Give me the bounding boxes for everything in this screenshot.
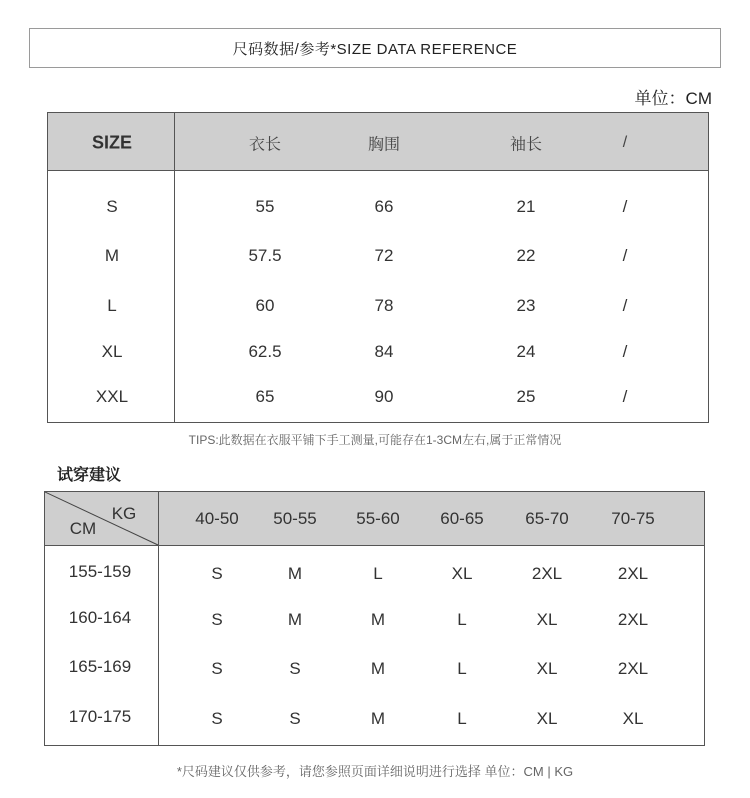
- size-cell: 25: [516, 387, 536, 406]
- fit-size-cell: XL: [451, 564, 473, 583]
- size-cell: 62.5: [248, 342, 282, 361]
- weight-header: 65-70: [525, 509, 569, 528]
- size-cell: 66: [374, 197, 394, 216]
- size-cell: 72: [374, 246, 394, 265]
- height-label: 160-164: [68, 608, 132, 627]
- size-cell: 21: [516, 197, 536, 216]
- size-cell: 22: [516, 246, 536, 265]
- fit-size-cell: S: [211, 659, 223, 678]
- size-cell: 65: [255, 387, 275, 406]
- height-label: 170-175: [68, 707, 132, 726]
- fit-size-cell: XL: [536, 610, 558, 629]
- height-label: 165-169: [68, 657, 132, 676]
- fit-size-cell: L: [373, 564, 383, 583]
- fit-size-cell: M: [287, 610, 303, 629]
- size-cell: 57.5: [248, 246, 282, 265]
- fit-size-cell: S: [289, 709, 301, 728]
- size-cell: 55: [255, 197, 275, 216]
- size-cell: 23: [516, 296, 536, 315]
- size-cell: S: [106, 197, 118, 216]
- size-cell: /: [622, 296, 628, 315]
- size-cell: /: [622, 342, 628, 361]
- size-cell: 90: [374, 387, 394, 406]
- fit-size-cell: 2XL: [531, 564, 563, 583]
- fit-size-cell: L: [457, 709, 467, 728]
- size-cell: /: [622, 387, 628, 406]
- fit-size-cell: XL: [622, 709, 644, 728]
- fit-size-cell: S: [211, 610, 223, 629]
- fit-size-cell: 2XL: [617, 564, 649, 583]
- fit-table: [44, 491, 705, 746]
- fit-size-cell: 2XL: [617, 610, 649, 629]
- size-cell: /: [622, 246, 628, 265]
- size-cell: XXL: [95, 387, 129, 406]
- fit-size-cell: S: [211, 709, 223, 728]
- size-header-4: /: [622, 134, 628, 151]
- size-table-divider: [174, 113, 175, 422]
- fit-size-cell: M: [370, 610, 386, 629]
- size-header-3: 袖长: [509, 136, 543, 154]
- height-label: 155-159: [68, 562, 132, 581]
- fit-size-cell: L: [457, 610, 467, 629]
- size-cell: 60: [255, 296, 275, 315]
- fit-size-cell: XL: [536, 709, 558, 728]
- weight-header: 50-55: [273, 509, 317, 528]
- corner-kg-label: KG: [111, 504, 137, 523]
- fit-size-cell: 2XL: [617, 659, 649, 678]
- corner-diagonal: [45, 492, 159, 546]
- weight-header: 60-65: [440, 509, 484, 528]
- weight-header: 70-75: [611, 509, 655, 528]
- fit-size-cell: M: [370, 659, 386, 678]
- fit-size-cell: M: [287, 564, 303, 583]
- size-cell: L: [107, 296, 117, 315]
- size-cell: M: [104, 246, 120, 265]
- corner-cm-label: CM: [69, 519, 97, 538]
- fit-size-cell: S: [289, 659, 301, 678]
- page-title: 尺码数据/参考*SIZE DATA REFERENCE: [29, 28, 721, 68]
- tips-text: TIPS:此数据在衣服平铺下手工测量,可能存在1-3CM左右,属于正常情况: [188, 433, 562, 447]
- size-table: [47, 112, 709, 423]
- weight-header: 55-60: [356, 509, 400, 528]
- fit-section-title: 试穿建议: [57, 467, 122, 484]
- fit-size-cell: XL: [536, 659, 558, 678]
- size-cell: 84: [374, 342, 394, 361]
- fit-size-cell: S: [211, 564, 223, 583]
- fit-size-cell: L: [457, 659, 467, 678]
- footnote: *尺码建议仅供参考，请您参照页面详细说明进行选择 单位：CM | KG: [176, 764, 574, 779]
- fit-size-cell: M: [370, 709, 386, 728]
- size-cell: XL: [101, 342, 123, 361]
- size-header-1: 衣长: [248, 136, 282, 154]
- size-cell: 24: [516, 342, 536, 361]
- size-header-2: 胸围: [367, 136, 401, 154]
- size-cell: 78: [374, 296, 394, 315]
- weight-header: 40-50: [195, 509, 239, 528]
- size-header-0: SIZE: [91, 132, 133, 153]
- unit-label: 单位：CM: [634, 89, 712, 108]
- size-cell: /: [622, 197, 628, 216]
